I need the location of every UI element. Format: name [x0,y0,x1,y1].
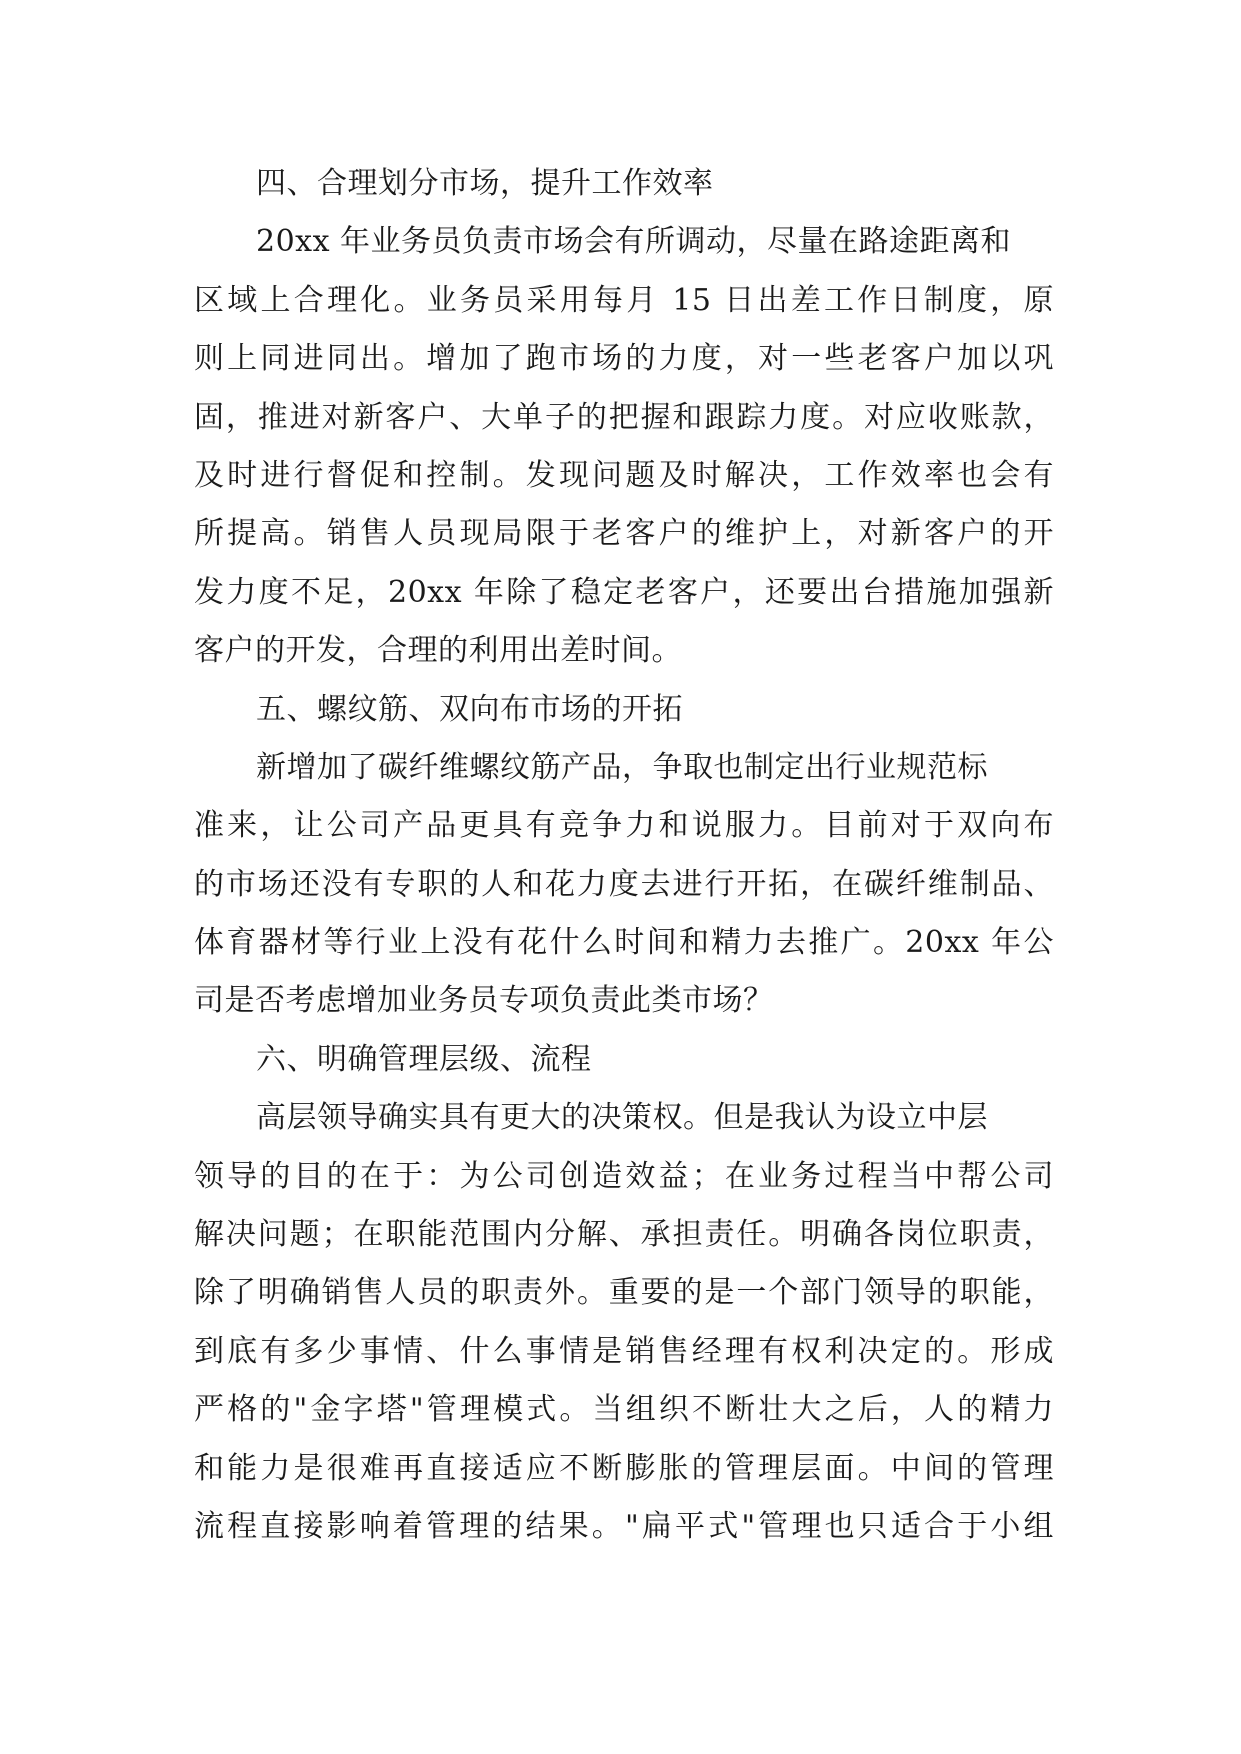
paragraph-line: 固，推进对新客户、大单子的把握和跟踪力度。对应收账款， [194,399,1054,435]
paragraph-line: 新增加了碳纤维螺纹筋产品，争取也制定出行业规范标 [256,749,988,785]
paragraph-line: 高层领导确实具有更大的决策权。但是我认为设立中层 [256,1100,988,1136]
paragraph-line: 领导的目的在于：为公司创造效益；在业务过程当中帮公司 [194,1158,1054,1194]
paragraph-line: 及时进行督促和控制。发现问题及时解决，工作效率也会有 [194,457,1054,493]
paragraph-line: 则上同进同出。增加了跑市场的力度，对一些老客户加以巩 [194,341,1054,377]
section-heading-6: 六、明确管理层级、流程 [256,1041,592,1077]
paragraph-line: 除了明确销售人员的职责外。重要的是一个部门领导的职能， [194,1275,1054,1311]
paragraph-line: 解决问题；在职能范围内分解、承担责任。明确各岗位职责， [194,1217,1054,1253]
paragraph-line: 客户的开发，合理的利用出差时间。 [194,633,682,669]
paragraph-line: 准来，让公司产品更具有竞争力和说服力。目前对于双向布 [194,808,1054,844]
section-heading-5: 五、螺纹筋、双向布市场的开拓 [256,691,683,727]
paragraph-line: 20xx 年业务员负责市场会有所调动，尽量在路途距离和 [256,224,1012,260]
paragraph-line: 区域上合理化。业务员采用每月 15 日出差工作日制度，原 [194,282,1054,318]
paragraph-line: 所提高。销售人员现局限于老客户的维护上，对新客户的开 [194,516,1054,552]
paragraph-line: 体育器材等行业上没有花什么时间和精力去推广。20xx 年公 [194,925,1054,961]
paragraph-line: 和能力是很难再直接适应不断膨胀的管理层面。中间的管理 [194,1450,1054,1486]
paragraph-line: 流程直接影响着管理的结果。"扁平式"管理也只适合于小组 [194,1508,1054,1544]
paragraph-line: 司是否考虑增加业务员专项负责此类市场？ [194,983,774,1019]
paragraph-line: 的市场还没有专职的人和花力度去进行开拓，在碳纤维制品、 [194,866,1054,902]
paragraph-line: 到底有多少事情、什么事情是销售经理有权利决定的。形成 [194,1333,1054,1369]
document-body [194,155,1054,1556]
section-heading-4: 四、合理划分市场，提升工作效率 [256,166,714,201]
paragraph-line: 严格的"金字塔"管理模式。当组织不断壮大之后，人的精力 [194,1392,1054,1428]
paragraph-line: 发力度不足，20xx 年除了稳定老客户，还要出台措施加强新 [194,574,1054,610]
